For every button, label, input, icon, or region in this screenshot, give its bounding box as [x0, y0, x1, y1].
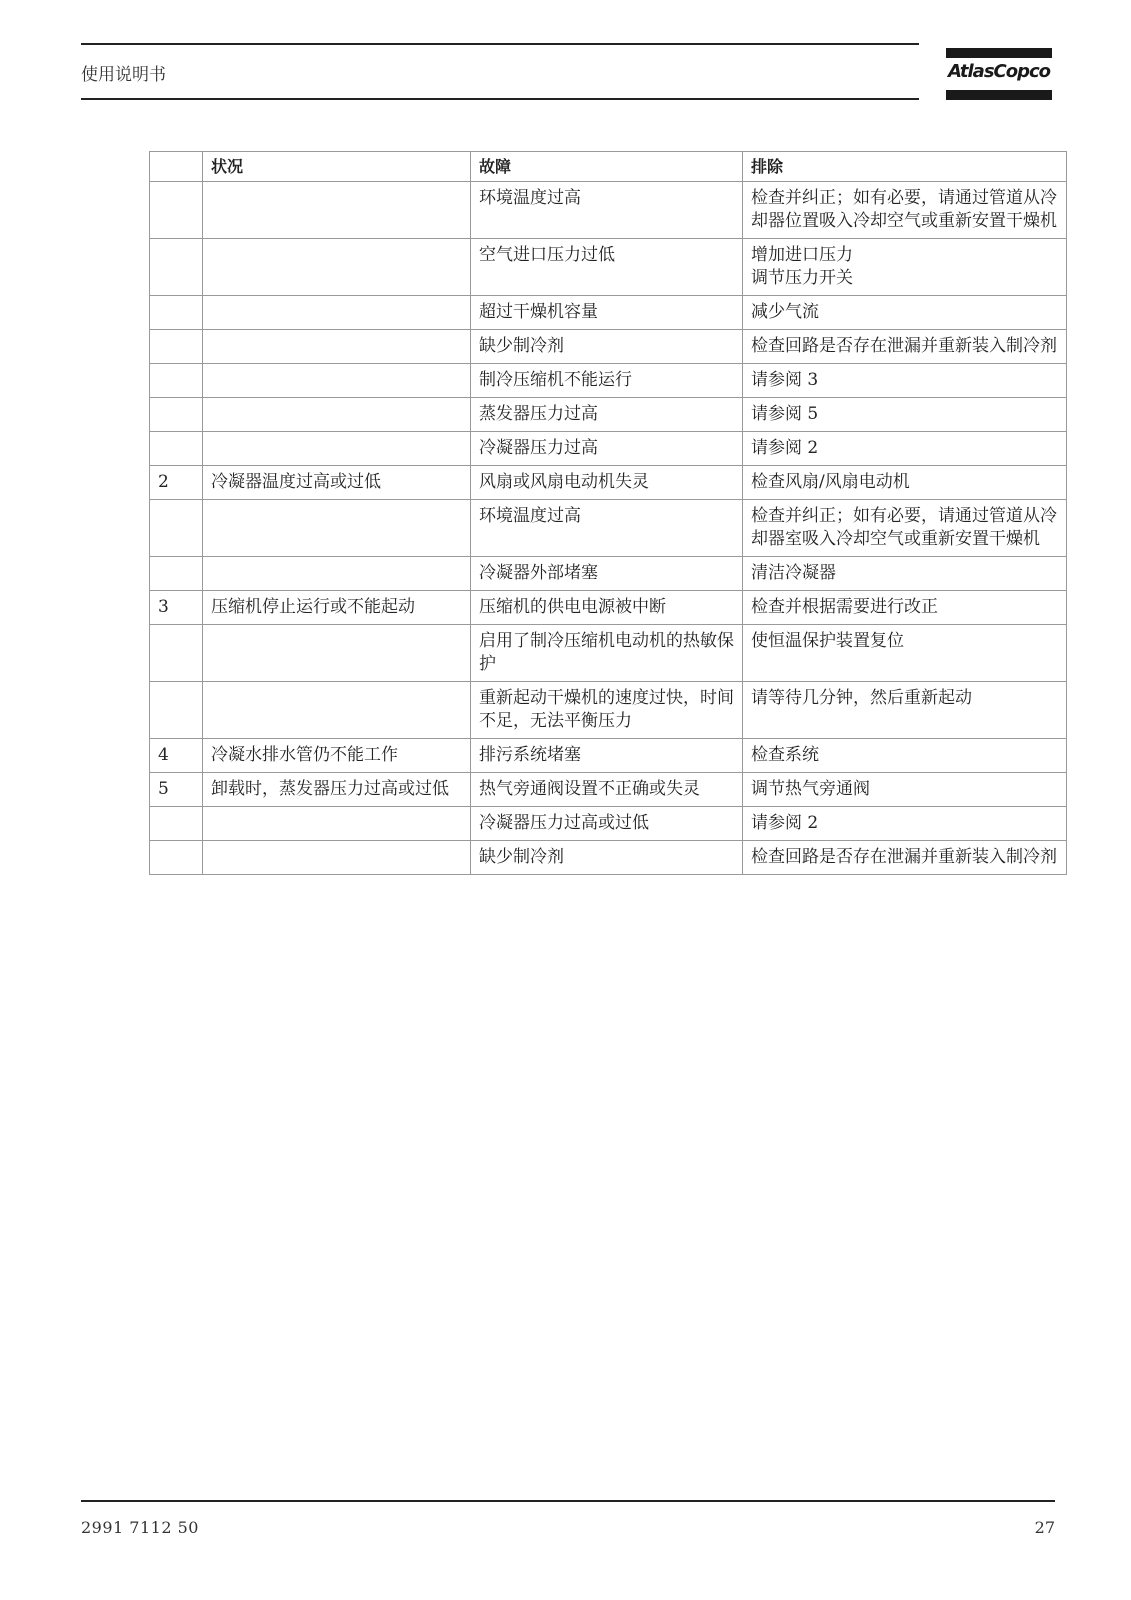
row-condition: 冷凝水排水管仍不能工作	[203, 739, 471, 773]
row-condition	[203, 364, 471, 398]
row-remedy: 调节热气旁通阀	[743, 773, 1067, 807]
row-remedy: 使恒温保护装置复位	[743, 625, 1067, 682]
row-condition	[203, 841, 471, 875]
logo-bar-top	[946, 48, 1052, 58]
row-fault: 冷凝器压力过高	[471, 432, 743, 466]
row-remedy: 请参阅 3	[743, 364, 1067, 398]
row-remedy: 检查回路是否存在泄漏并重新装入制冷剂	[743, 841, 1067, 875]
row-number	[150, 432, 203, 466]
row-fault: 环境温度过高	[471, 182, 743, 239]
col-header-fault: 故障	[471, 152, 743, 182]
row-fault: 热气旁通阀设置不正确或失灵	[471, 773, 743, 807]
row-fault: 环境温度过高	[471, 500, 743, 557]
row-condition	[203, 500, 471, 557]
table-row	[150, 364, 1067, 398]
row-condition	[203, 296, 471, 330]
row-remedy: 请参阅 2	[743, 807, 1067, 841]
row-condition	[203, 432, 471, 466]
row-number: 3	[150, 591, 203, 625]
row-number	[150, 625, 203, 682]
row-number	[150, 841, 203, 875]
row-number	[150, 330, 203, 364]
logo-bar-bottom	[946, 90, 1052, 100]
document-number: 2991 7112 50	[81, 1518, 199, 1537]
table-row	[150, 466, 1067, 500]
row-condition	[203, 398, 471, 432]
col-header-condition: 状况	[203, 152, 471, 182]
row-fault: 冷凝器外部堵塞	[471, 557, 743, 591]
row-number	[150, 557, 203, 591]
col-header-remedy: 排除	[743, 152, 1067, 182]
table-body	[150, 182, 1067, 875]
troubleshooting-table	[149, 151, 1067, 875]
col-header-no	[150, 152, 203, 182]
table-row	[150, 807, 1067, 841]
row-condition: 压缩机停止运行或不能起动	[203, 591, 471, 625]
table-row	[150, 330, 1067, 364]
row-fault: 制冷压缩机不能运行	[471, 364, 743, 398]
row-condition: 冷凝器温度过高或过低	[203, 466, 471, 500]
table-row	[150, 773, 1067, 807]
table-row	[150, 239, 1067, 296]
row-remedy: 增加进口压力 调节压力开关	[743, 239, 1067, 296]
table-header-row	[150, 152, 1067, 182]
row-fault: 缺少制冷剂	[471, 841, 743, 875]
row-remedy: 检查并纠正；如有必要，请通过管道从冷却器位置吸入冷却空气或重新安置干燥机	[743, 182, 1067, 239]
row-fault: 排污系统堵塞	[471, 739, 743, 773]
row-remedy: 减少气流	[743, 296, 1067, 330]
row-remedy: 检查系统	[743, 739, 1067, 773]
row-remedy: 检查并根据需要进行改正	[743, 591, 1067, 625]
row-number: 2	[150, 466, 203, 500]
table-row	[150, 591, 1067, 625]
row-fault: 冷凝器压力过高或过低	[471, 807, 743, 841]
row-remedy: 检查并纠正；如有必要，请通过管道从冷却器室吸入冷却空气或重新安置干燥机	[743, 500, 1067, 557]
row-fault: 空气进口压力过低	[471, 239, 743, 296]
footer-rule	[81, 1500, 1055, 1502]
row-remedy: 请参阅 5	[743, 398, 1067, 432]
row-condition	[203, 682, 471, 739]
row-remedy: 清洁冷凝器	[743, 557, 1067, 591]
row-condition	[203, 807, 471, 841]
header-rule-top	[81, 43, 919, 45]
row-number: 5	[150, 773, 203, 807]
row-fault: 风扇或风扇电动机失灵	[471, 466, 743, 500]
table-row	[150, 625, 1067, 682]
row-remedy: 检查风扇/风扇电动机	[743, 466, 1067, 500]
row-fault: 超过干燥机容量	[471, 296, 743, 330]
row-fault: 缺少制冷剂	[471, 330, 743, 364]
table-row	[150, 557, 1067, 591]
row-fault: 重新起动干燥机的速度过快，时间不足，无法平衡压力	[471, 682, 743, 739]
table-row	[150, 739, 1067, 773]
row-fault: 启用了制冷压缩机电动机的热敏保护	[471, 625, 743, 682]
table-row	[150, 841, 1067, 875]
table-row	[150, 182, 1067, 239]
row-condition	[203, 557, 471, 591]
row-condition	[203, 330, 471, 364]
row-remedy: 检查回路是否存在泄漏并重新装入制冷剂	[743, 330, 1067, 364]
row-number	[150, 364, 203, 398]
row-number	[150, 500, 203, 557]
table-row	[150, 398, 1067, 432]
row-number	[150, 239, 203, 296]
table-row	[150, 296, 1067, 330]
logo-text: AtlasCopco	[947, 61, 1051, 82]
row-condition	[203, 239, 471, 296]
row-number	[150, 182, 203, 239]
row-number	[150, 398, 203, 432]
row-fault: 压缩机的供电电源被中断	[471, 591, 743, 625]
row-number: 4	[150, 739, 203, 773]
row-condition	[203, 625, 471, 682]
atlas-copco-logo	[946, 48, 1052, 100]
header-rule-bottom	[81, 98, 919, 100]
table-row	[150, 500, 1067, 557]
row-condition	[203, 182, 471, 239]
row-fault: 蒸发器压力过高	[471, 398, 743, 432]
row-number	[150, 296, 203, 330]
row-condition: 卸载时，蒸发器压力过高或过低	[203, 773, 471, 807]
table-row	[150, 432, 1067, 466]
table-row	[150, 682, 1067, 739]
row-number	[150, 807, 203, 841]
row-number	[150, 682, 203, 739]
page-number: 27	[1034, 1518, 1055, 1537]
row-remedy: 请等待几分钟，然后重新起动	[743, 682, 1067, 739]
manual-title: 使用说明书	[81, 65, 166, 85]
row-remedy: 请参阅 2	[743, 432, 1067, 466]
